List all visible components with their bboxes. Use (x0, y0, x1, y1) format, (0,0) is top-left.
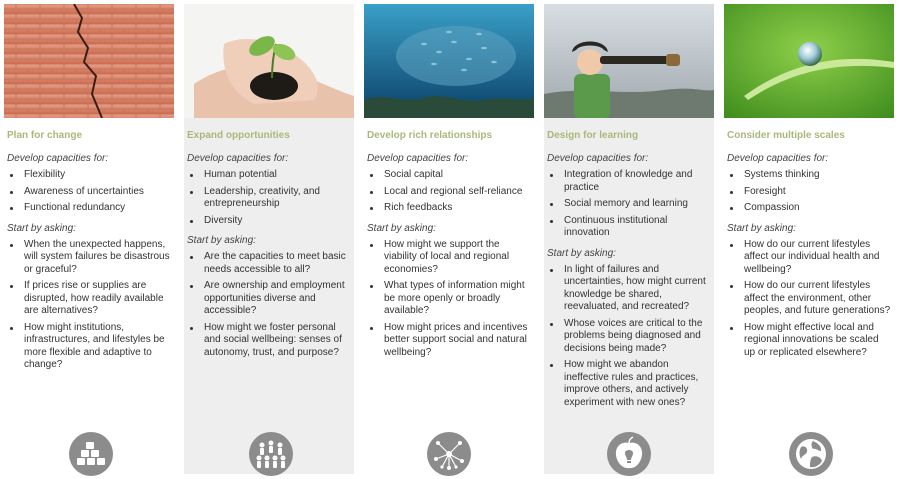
list-item: Leadership, creativity, and entrepreneurship (187, 186, 351, 211)
develop-capacities-label: Develop capacities for: (547, 153, 649, 164)
capacities-list (187, 169, 351, 227)
list-item: How might institutions, infrastructures, and lifestyles be more flexible and adaptive to change? (7, 322, 171, 372)
develop-capacities-label: Develop capacities for: (7, 153, 109, 164)
list-item: Awareness of uncertainties (7, 186, 171, 199)
fish-school-underwater-photo (364, 4, 534, 118)
list-item: How do our current lifestyles affect our individual health and wellbeing? (727, 239, 891, 277)
stacked-blocks-icon (68, 431, 114, 477)
column-consider-multiple-scales (724, 4, 894, 474)
list-item: Whose voices are critical to the problems being diagnosed and decisions being made? (547, 318, 711, 356)
apple-lightbulb-icon (606, 431, 652, 477)
questions-list (187, 251, 351, 359)
list-item: What types of information might be more openly or broadly available? (367, 280, 531, 318)
capacities-list (547, 169, 711, 240)
water-droplet-on-leaf-photo (724, 4, 894, 118)
questions-list (547, 264, 711, 410)
globe-icon (788, 431, 834, 477)
questions-list (7, 239, 171, 372)
list-item: How might we support the viability of local and regional economies? (367, 239, 531, 277)
start-by-asking-label: Start by asking: (547, 247, 616, 259)
list-item: Continuous institutional innovation (547, 215, 711, 240)
capacities-list (7, 169, 171, 215)
list-item: In light of failures and uncertainties, how might current knowledge be shared, reevaluated, and recreated? (547, 264, 711, 314)
column-develop-rich-relationships (364, 4, 534, 474)
questions-list (727, 239, 891, 360)
start-by-asking-label: Start by asking: (7, 222, 76, 234)
start-by-asking-label: Start by asking: (367, 222, 436, 234)
column-design-for-learning (544, 4, 714, 474)
develop-capacities-label: Develop capacities for: (367, 153, 469, 164)
capacities-list (367, 169, 531, 215)
column-title: Plan for change (7, 130, 83, 141)
list-item: Local and regional self-reliance (367, 186, 531, 199)
list-item: Systems thinking (727, 169, 891, 182)
start-by-asking-label: Start by asking: (187, 235, 256, 246)
list-item: If prices rise or supplies are disrupted, how readily available are alternatives? (7, 280, 171, 318)
list-item: How might prices and incentives better support social and natural wellbeing? (367, 322, 531, 360)
list-item: How do our current lifestyles affect the environment, other peoples, and future generations? (727, 280, 891, 318)
list-item: Human potential (187, 169, 351, 182)
list-item: Flexibility (7, 169, 171, 182)
seedling-in-hands-photo (184, 4, 354, 118)
list-item: Foresight (727, 186, 891, 199)
list-item: Diversity (187, 215, 351, 228)
list-item: Social capital (367, 169, 531, 182)
develop-capacities-label: Develop capacities for: (727, 153, 829, 164)
list-item: How might effective local and regional innovations be scaled up or replicated elsewhere? (727, 322, 891, 360)
list-item: When the unexpected happens, will system failures be disastrous or graceful? (7, 239, 171, 277)
list-item: How might we foster personal and social wellbeing: senses of autonomy, trust, and purpose? (187, 322, 351, 360)
list-item: Integration of knowledge and practice (547, 169, 711, 194)
list-item: Compassion (727, 202, 891, 215)
list-item: Social memory and learning (547, 198, 711, 211)
list-item: Are the capacities to meet basic needs accessible to all? (187, 251, 351, 276)
column-title: Develop rich relationships (367, 130, 493, 141)
column-title: Design for learning (547, 130, 639, 141)
start-by-asking-label: Start by asking: (727, 222, 796, 234)
capacities-list (727, 169, 891, 215)
list-item: Are ownership and employment opportunities diverse and accessible? (187, 280, 351, 318)
column-title: Expand opportunities (187, 130, 290, 141)
cracked-brick-pavement-photo (4, 4, 174, 118)
column-title: Consider multiple scales (727, 130, 845, 141)
list-item: Functional redundancy (7, 202, 171, 215)
column-plan-for-change (4, 4, 174, 474)
people-group-icon (248, 431, 294, 477)
questions-list (367, 239, 531, 360)
child-with-telescope-photo (544, 4, 714, 118)
list-item: Rich feedbacks (367, 202, 531, 215)
develop-capacities-label: Develop capacities for: (187, 153, 289, 164)
column-expand-opportunities (184, 4, 354, 474)
network-nodes-icon (426, 431, 472, 477)
list-item: How might we abandon ineffective rules and practices, improve others, and actively experiment with new ones? (547, 359, 711, 409)
